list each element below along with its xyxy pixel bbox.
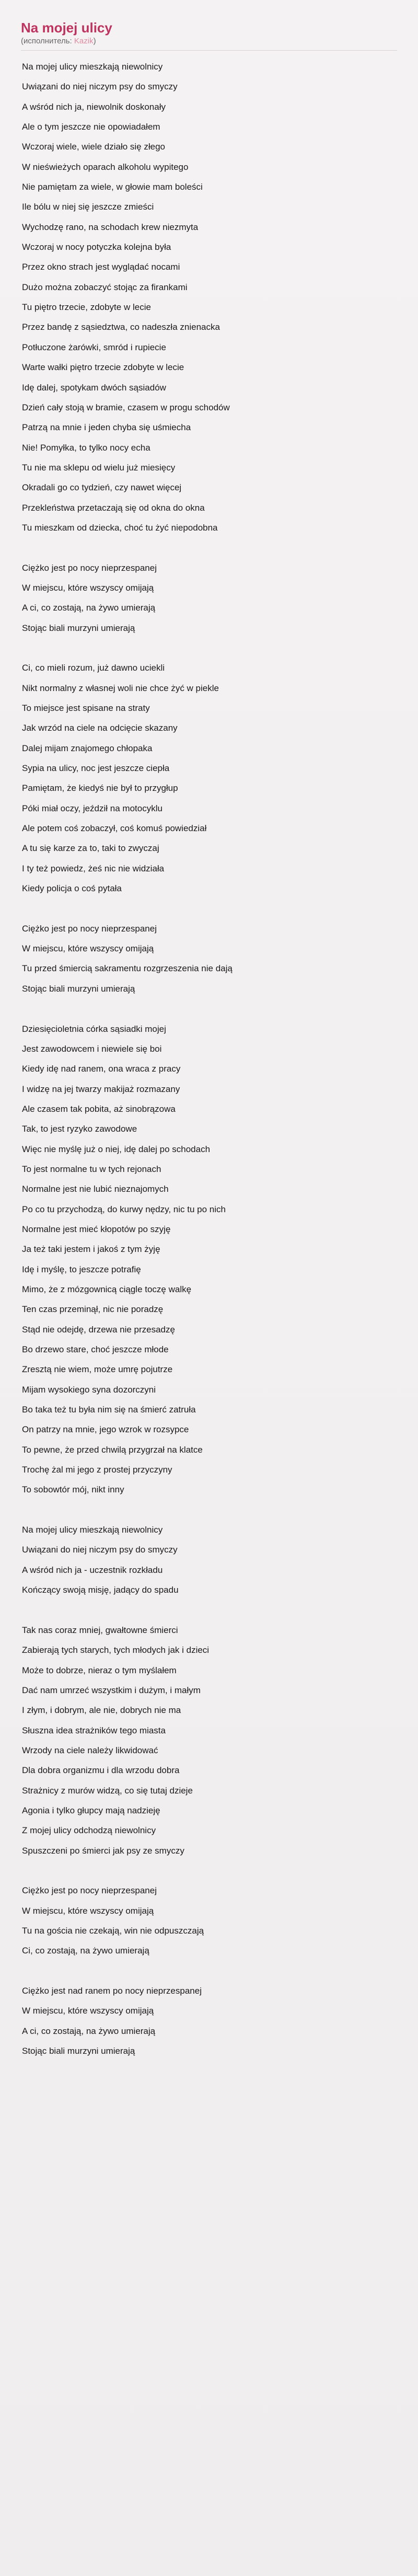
lyric-line: Stojąc biali murzyni umierają <box>22 983 135 994</box>
lyric-line: Uwiązani do niej niczym psy do smyczy <box>22 82 178 92</box>
lyric-line: Kiedy idę nad ranem, ona wraca z pracy <box>22 1064 181 1074</box>
lyric-line: W miejscu, które wszyscy omijają <box>22 582 154 593</box>
lyric-line: A tu się karze za to, taki to zwyczaj <box>22 843 159 854</box>
lyric-line: Przez okno strach jest wyglądać nocami <box>22 262 180 272</box>
lyric-line: Tak nas coraz mniej, gwałtowne śmierci <box>22 1625 178 1635</box>
lyric-line: Nikt normalny z własnej woli nie chce żyć w piekle <box>22 683 219 693</box>
lyric-line: Mimo, że z mózgownicą ciągle toczę walkę <box>22 1284 192 1294</box>
lyric-line: I złym, i dobrym, ale nie, dobrych nie ma <box>22 1705 181 1716</box>
lyric-line: A ci, co zostają, na żywo umierają <box>22 603 156 613</box>
lyric-line: To sobowtór mój, nikt inny <box>22 1485 124 1495</box>
artist-link[interactable]: Kazik <box>74 37 94 45</box>
stanza <box>22 658 403 899</box>
lyric-line: Z mojej ulicy odchodzą niewolnicy <box>22 1825 156 1836</box>
lyric-line: Jest zawodowcem i niewiele się boi <box>22 1043 162 1054</box>
lyric-line: To jest normalne tu w tych rejonach <box>22 1164 161 1174</box>
lyric-line: Mijam wysokiego syna dozorczyni <box>22 1384 156 1395</box>
lyric-line: Wychodzę rano, na schodach krew niezmyta <box>22 222 199 232</box>
lyric-line: Dla dobra organizmu i dla wrzodu dobra <box>22 1765 180 1776</box>
lyric-line: Ten czas przeminął, nic nie poradzę <box>22 1304 164 1315</box>
lyric-line: Ale o tym jeszcze nie opowiadałem <box>22 122 160 132</box>
lyric-line: Dalej mijam znajomego chłopaka <box>22 743 153 753</box>
lyric-line: Póki miał oczy, jeździł na motocyklu <box>22 803 162 813</box>
performer-close: ) <box>93 37 96 45</box>
lyric-line: Sypia na ulicy, noc jest jeszcze ciepła <box>22 763 170 774</box>
stanza-gap <box>22 899 403 918</box>
lyric-line: Tu mieszkam od dziecka, choć tu żyć niepodobna <box>22 522 218 533</box>
lyric-line: Spuszczeni po śmierci jak psy ze smyczy <box>22 1845 184 1856</box>
performer-label: (исполнитель: <box>21 37 72 45</box>
lyric-line: Kiedy policja o coś pytała <box>22 883 122 894</box>
stanza <box>22 919 403 999</box>
stanza <box>22 1881 403 1961</box>
lyric-line: Ci, co zostają, na żywo umierają <box>22 1946 149 1956</box>
lyric-line: Ciężko jest nad ranem po nocy nieprzespanej <box>22 1986 202 1996</box>
lyric-line: To miejsce jest spisane na straty <box>22 703 150 713</box>
lyric-line: Trochę żal mi jego z prostej przyczyny <box>22 1465 172 1475</box>
lyric-line: Ci, co mieli rozum, już dawno uciekli <box>22 663 165 673</box>
lyric-line: Patrzą na mnie i jeden chyba się uśmiecha <box>22 422 191 433</box>
lyric-line: Ciężko jest po nocy nieprzespanej <box>22 1885 157 1896</box>
lyric-line: Dzień cały stoją w bramie, czasem w progu schodów <box>22 402 230 412</box>
lyric-line: W miejscu, które wszyscy omijają <box>22 944 154 954</box>
stanza <box>22 1520 403 1600</box>
lyrics-body <box>15 57 403 2061</box>
lyric-line: Idę dalej, spotykam dwóch sąsiadów <box>22 382 166 393</box>
lyric-line: W miejscu, które wszyscy omijają <box>22 2006 154 2016</box>
lyric-line: Nie! Pomyłka, to tylko nocy echa <box>22 442 150 453</box>
lyric-line: Tu piętro trzecie, zdobyte w lecie <box>22 302 151 313</box>
song-header <box>15 20 403 46</box>
lyric-line: Kończący swoją misję, jadący do spadu <box>22 1585 179 1595</box>
lyric-line: Zresztą nie wiem, może umrę pojutrze <box>22 1364 173 1375</box>
lyric-line: Pamiętam, że kiedyś nie był to przygłup <box>22 783 178 794</box>
stanza <box>22 558 403 638</box>
song-title: Na mojej ulicy <box>21 20 112 36</box>
header-divider <box>21 50 397 51</box>
lyric-line: Na mojej ulicy mieszkają niewolnicy <box>22 1525 163 1535</box>
lyric-line: W nieświeżych oparach alkoholu wypitego <box>22 162 189 172</box>
performer-line <box>21 37 403 46</box>
lyric-line: Tu nie ma sklepu od wielu już miesięcy <box>22 462 176 473</box>
lyric-line: Nie pamiętam za wiele, w głowie mam boleści <box>22 182 203 192</box>
lyric-line: Bo taka też tu była nim się na śmierć zatruła <box>22 1405 196 1415</box>
lyric-line: Okradali go co tydzień, czy nawet więcej <box>22 482 182 493</box>
lyric-line: Więc nie myślę już o niej, idę dalej po schodach <box>22 1144 211 1154</box>
stanza <box>22 57 403 538</box>
lyric-line: Tu na gościa nie czekają, win nie odpuszczają <box>22 1925 204 1936</box>
lyric-line: Przekleństwa przetaczają się od okna do okna <box>22 502 205 513</box>
lyric-line: Potłuczone żarówki, smród i rupiecie <box>22 342 166 352</box>
stanza-gap <box>22 1500 403 1520</box>
lyric-line: Stojąc biali murzyni umierają <box>22 623 135 633</box>
lyric-line: A ci, co zostają, na żywo umierają <box>22 2026 156 2036</box>
lyric-line: On patrzy na mnie, jego wzrok w rozsypce <box>22 1424 189 1435</box>
lyric-line: Tu przed śmiercią sakramentu rozgrzeszenia nie dają <box>22 963 233 974</box>
lyric-line: Normalne jest mieć kłopotów po szyję <box>22 1224 171 1234</box>
lyric-line: I ty też powiedz, żeś nic nie widziała <box>22 863 165 873</box>
stanza <box>22 1019 403 1500</box>
lyric-line: Tak, to jest ryzyko zawodowe <box>22 1124 137 1134</box>
lyric-line: Przez bandę z sąsiedztwa, co nadeszła znienacka <box>22 322 220 332</box>
lyric-line: Ciężko jest po nocy nieprzespanej <box>22 562 157 573</box>
lyric-line: Agonia i tylko głupcy mają nadzieję <box>22 1805 160 1815</box>
lyric-line: I widzę na jej twarzy makijaż rozmazany <box>22 1084 180 1094</box>
lyric-line: Zabierają tych starych, tych młodych jak i dzieci <box>22 1645 210 1655</box>
lyric-line: W miejscu, które wszyscy omijają <box>22 1905 154 1916</box>
lyric-line: Dziesięcioletnia córka sąsiadki mojej <box>22 1024 166 1034</box>
lyric-line: A wśród nich ja - uczestnik rozkładu <box>22 1565 163 1575</box>
stanza <box>22 1620 403 1861</box>
stanza <box>22 1981 403 2061</box>
lyric-line: Bo drzewo stare, choć jeszcze młode <box>22 1344 169 1354</box>
lyric-line: Wrzody na ciele należy likwidować <box>22 1745 158 1755</box>
lyric-line: Ile bólu w niej się jeszcze zmieści <box>22 202 154 212</box>
lyric-line: Dużo można zobaczyć stojąc za firankami <box>22 282 188 292</box>
lyric-line: Dać nam umrzeć wszystkim i dużym, i małym <box>22 1685 201 1695</box>
stanza-gap <box>22 1600 403 1620</box>
lyric-line: Wczoraj wiele, wiele działo się złego <box>22 142 166 152</box>
stanza-gap <box>22 1861 403 1881</box>
lyric-line: Ciężko jest po nocy nieprzespanej <box>22 923 157 934</box>
lyric-line: Uwiązani do niej niczym psy do smyczy <box>22 1545 178 1555</box>
lyric-line: Idę i myślę, to jeszcze potrafię <box>22 1264 141 1274</box>
stanza-gap <box>22 538 403 558</box>
lyric-line: Ale czasem tak pobita, aż sinobrązowa <box>22 1103 176 1114</box>
lyric-line: Na mojej ulicy mieszkają niewolnicy <box>22 62 163 72</box>
stanza-gap <box>22 1961 403 1981</box>
lyric-line: Strażnicy z murów widzą, co się tutaj dzieje <box>22 1785 193 1796</box>
lyric-line: Ale potem coś zobaczył, coś komuś powiedział <box>22 823 207 834</box>
lyric-line: Warte wałki piętro trzecie zdobyte w lecie <box>22 362 184 373</box>
lyric-line: To pewne, że przed chwilą przygrzał na klatce <box>22 1444 203 1455</box>
lyric-line: Ja też taki jestem i jakoś z tym żyję <box>22 1244 160 1255</box>
lyric-line: Po co tu przychodzą, do kurwy nędzy, nic tu po nich <box>22 1204 226 1214</box>
lyric-line: Stojąc biali murzyni umierają <box>22 2046 135 2056</box>
lyric-line: Słuszna idea strażników tego miasta <box>22 1725 166 1735</box>
lyric-line: Stąd nie odejdę, drzewa nie przesadzę <box>22 1324 175 1335</box>
lyric-line: Jak wrzód na ciele na odcięcie skazany <box>22 723 178 733</box>
lyric-line: Normalne jest nie lubić nieznajomych <box>22 1184 169 1194</box>
stanza-gap <box>22 638 403 658</box>
lyric-line: Wczoraj w nocy potyczka kolejna była <box>22 242 171 252</box>
stanza-gap <box>22 999 403 1019</box>
lyric-line: A wśród nich ja, niewolnik doskonały <box>22 101 166 112</box>
lyric-line: Może to dobrze, nieraz o tym myślałem <box>22 1665 177 1675</box>
